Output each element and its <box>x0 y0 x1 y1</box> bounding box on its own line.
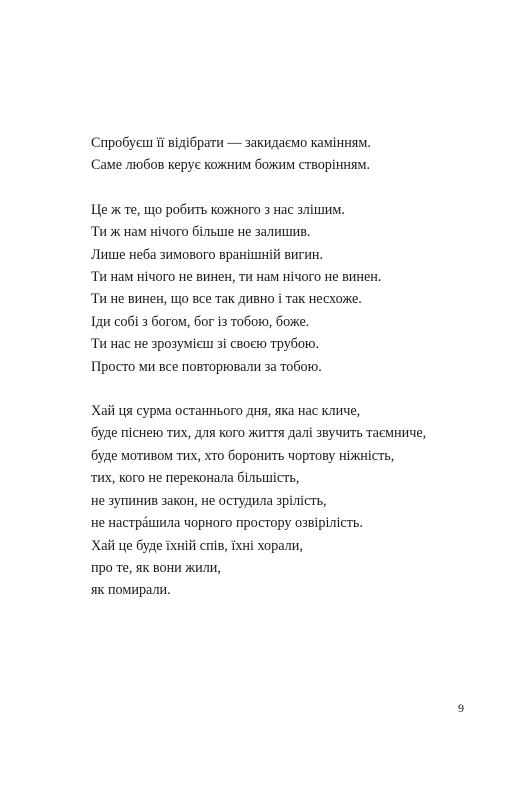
poem-line: Ти ж нам нічого більше не залишив. <box>91 224 311 241</box>
poem-line: Лише неба зимового вранішній вигин. <box>91 246 324 263</box>
poem-line: Ти не винен, що все так дивно і так несхоже. <box>91 291 362 308</box>
stanza-3 <box>91 400 491 602</box>
poem-line: Просто ми все повторювали за тобою. <box>91 358 322 375</box>
poem-line: Іди собі з богом, бог із тобою, боже. <box>91 313 310 330</box>
poem-line: Хай ця сурма останнього дня, яка нас кличе, <box>91 403 361 420</box>
page-number: 9 <box>458 701 464 715</box>
stanza-2 <box>91 199 491 378</box>
poem-line: буде мотивом тих, хто боронить чортову ніжність, <box>91 447 395 464</box>
poem-line: Спробуєш її відібрати — закидаємо камінням. <box>91 135 371 151</box>
poem-line: Хай це буде їхній спів, їхні хорали, <box>91 537 303 554</box>
poem-line: Це ж те, що робить кожного з нас злішим. <box>91 201 345 218</box>
poem-line: про те, як вони жили, <box>91 559 221 576</box>
stanza-1 <box>91 132 491 177</box>
poem-line: Ти нас не зрозумієш зі своєю трубою. <box>91 336 320 353</box>
poem-line: не настрáшила чорного простору озвірілість. <box>91 515 363 532</box>
poem <box>91 132 491 602</box>
poem-line: Саме любов керує кожним божим створінням. <box>91 157 371 174</box>
poem-line: тих, кого не переконала більшість, <box>91 470 300 487</box>
poem-line: буде піснею тих, для кого життя далі звучить таємниче, <box>91 425 427 442</box>
poem-line: не зупинив закон, не остудила зрілість, <box>91 492 327 509</box>
poem-line: як помирали. <box>91 582 171 599</box>
poem-line: Ти нам нічого не винен, ти нам нічого не винен. <box>91 269 382 286</box>
